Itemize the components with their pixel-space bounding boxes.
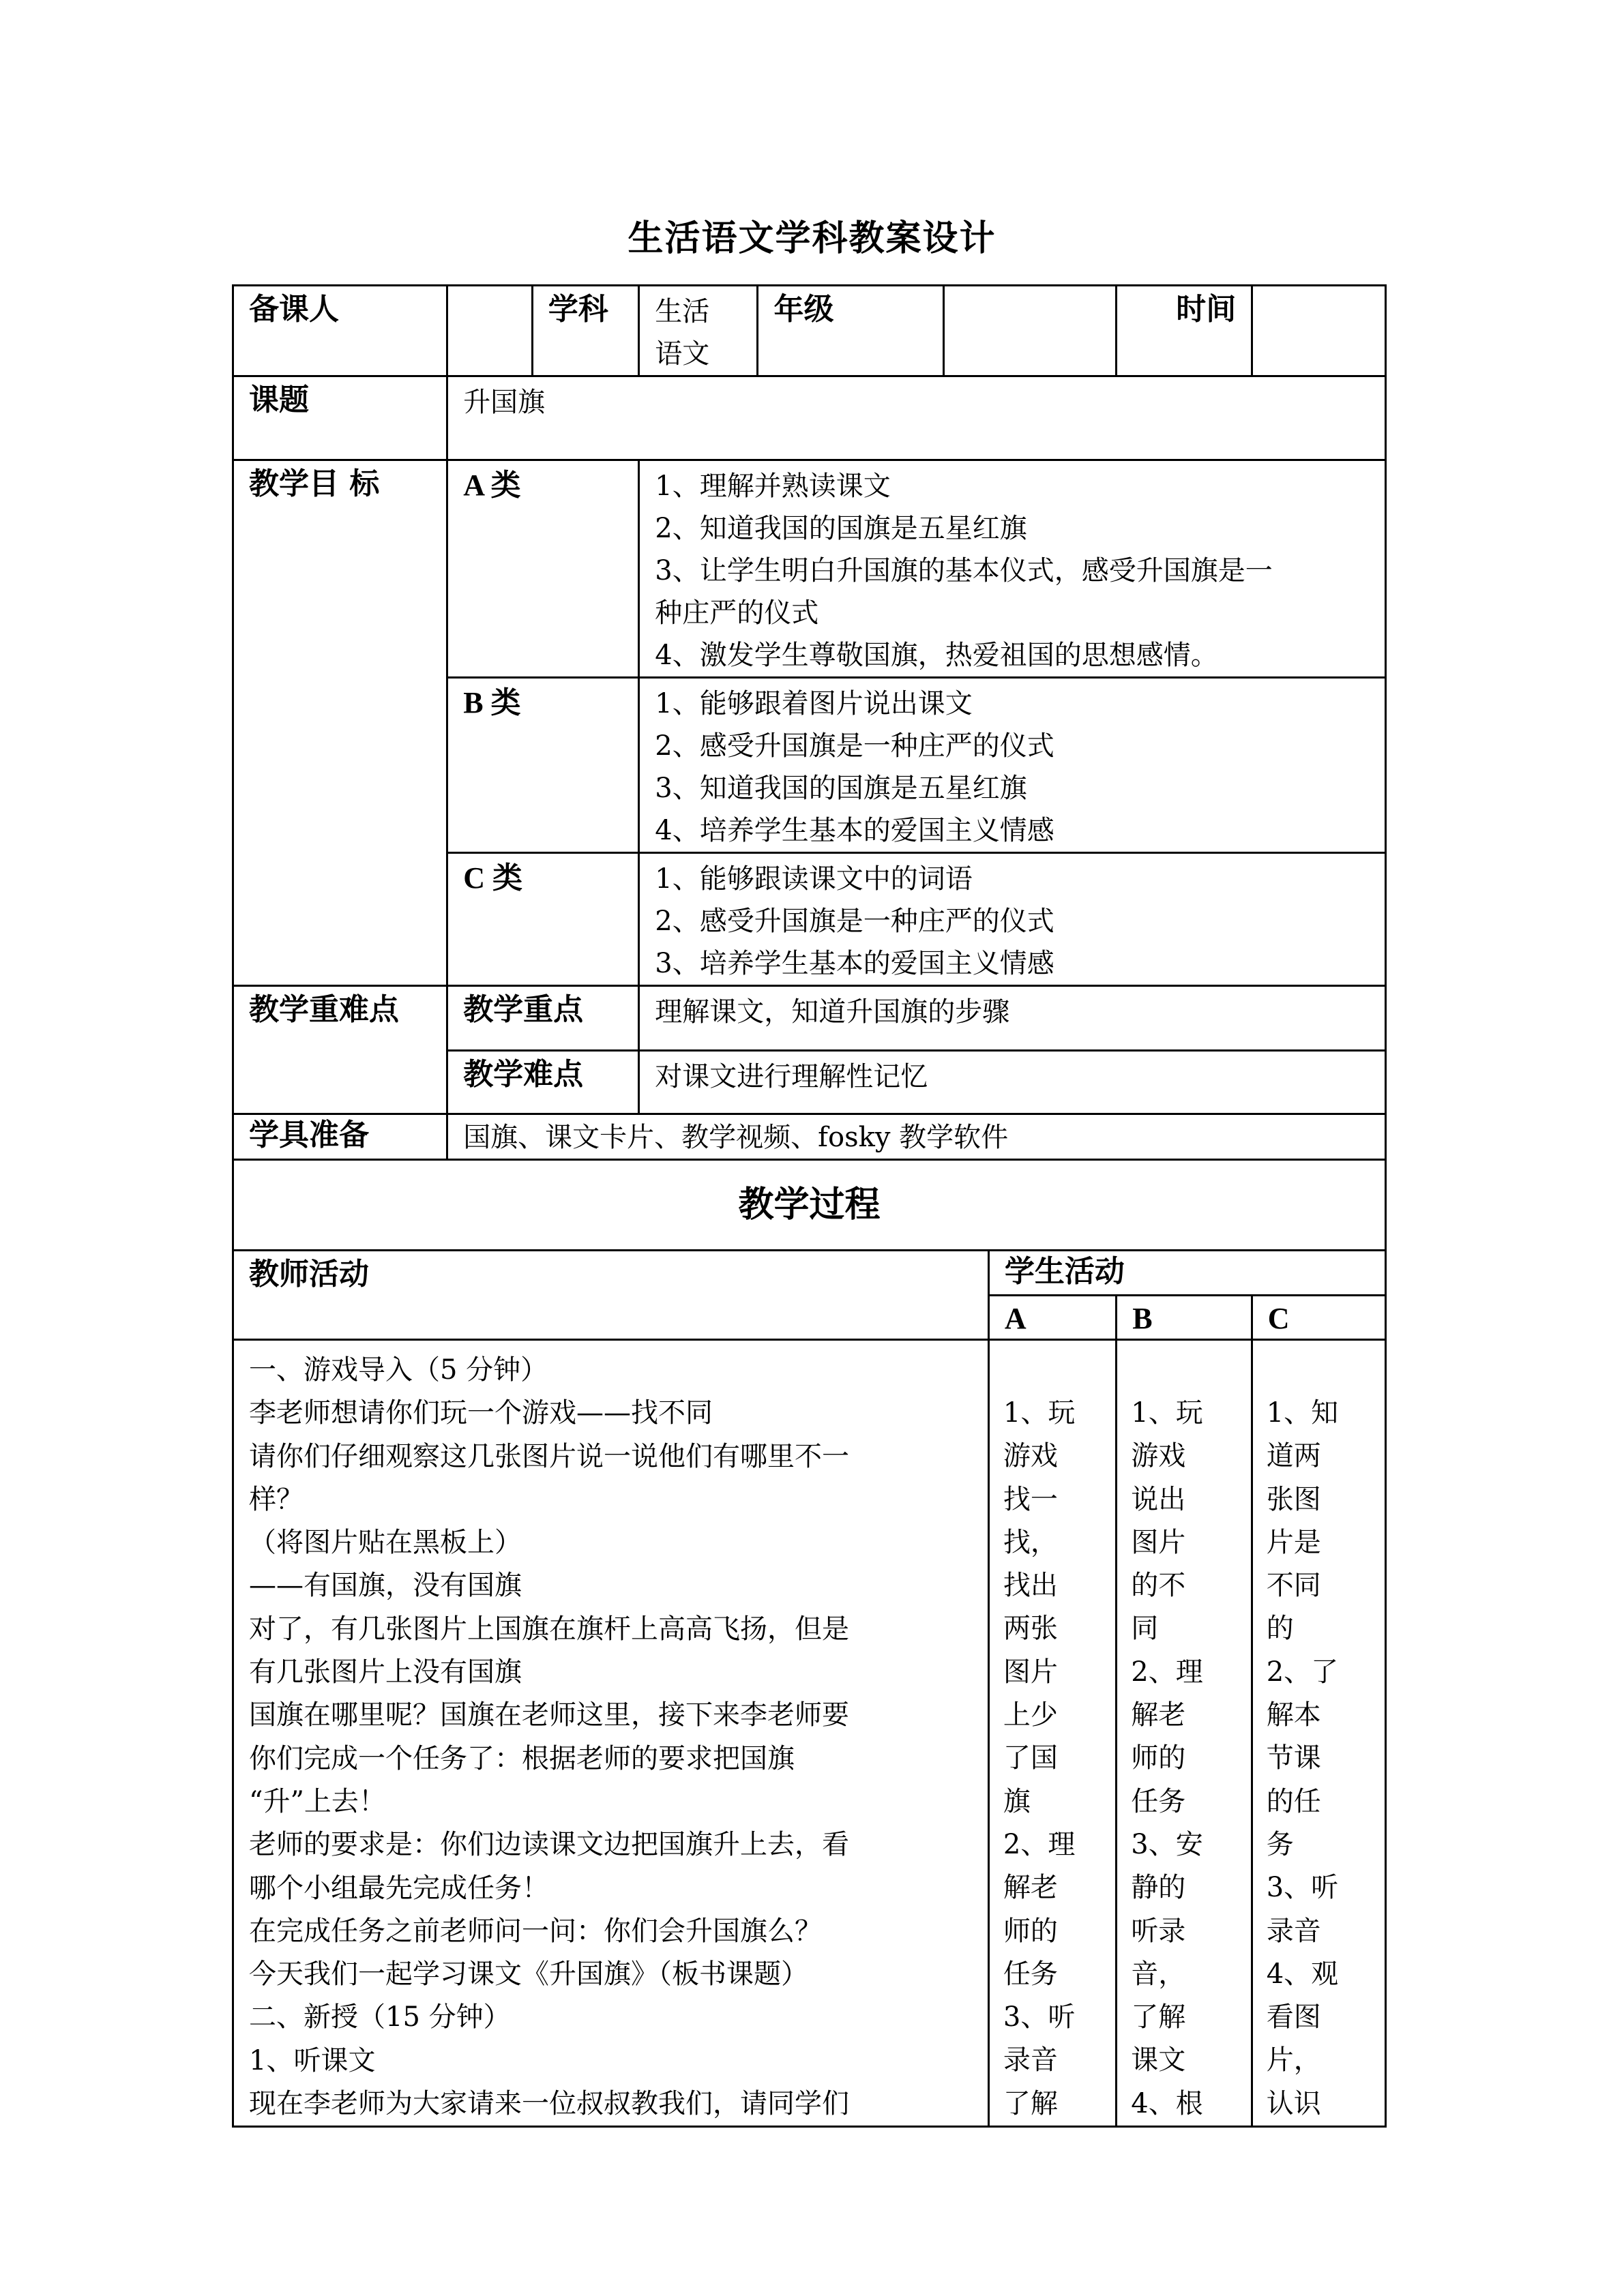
- teacher-line: 请你们仔细观察这几张图片说一说他们有哪里不一: [249, 1440, 849, 1472]
- grade-value: [943, 286, 1117, 376]
- student-line: 务: [1266, 1828, 1294, 1860]
- subject-label: 学科: [532, 286, 639, 376]
- teacher-line: 对了，有几张图片上国旗在旗杆上高高飞扬，但是: [249, 1613, 849, 1645]
- student-line: 3、听: [1266, 1872, 1339, 1904]
- student-line: 1、知: [1266, 1397, 1339, 1429]
- topic-value: 升国旗: [447, 376, 1386, 460]
- student-line: 游戏: [1003, 1440, 1058, 1472]
- student-line: 旗: [1003, 1785, 1031, 1817]
- student-line: 片是: [1266, 1526, 1321, 1558]
- grade-label: 年级: [758, 286, 943, 376]
- student-line: 4、根: [1131, 2087, 1203, 2119]
- teacher-line: 你们完成一个任务了：根据老师的要求把国旗: [249, 1742, 795, 1774]
- student-line: 音，: [1131, 1958, 1186, 1990]
- student-line: 3、听: [1003, 2001, 1076, 2033]
- subject-value: [639, 286, 758, 376]
- student-line: 图片: [1003, 1656, 1058, 1688]
- key-points-label: 教学重难点: [233, 986, 447, 1114]
- teacher-line: （将图片贴在黑板上）: [249, 1527, 522, 1559]
- student-line: 2、理: [1003, 1828, 1076, 1860]
- teacher-line: 在完成任务之前老师问一问：你们会升国旗么？: [249, 1915, 822, 1947]
- student-c-content: [1252, 1340, 1385, 2127]
- teacher-line: 有几张图片上没有国旗: [249, 1656, 522, 1688]
- student-activities-label: 学生活动: [988, 1251, 1385, 1296]
- student-line: 了解: [1131, 2001, 1186, 2033]
- teacher-line: 现在李老师为大家请来一位叔叔教我们，请同学们: [249, 2088, 849, 2120]
- student-b-content: [1117, 1340, 1252, 2127]
- focus-row: [233, 986, 1386, 1051]
- objectives-label: 教学目 标: [233, 460, 447, 986]
- objective-line: 1、能够跟读课文中的词语: [655, 863, 973, 895]
- objective-line: 3、让学生明白升国旗的基本仪式，感受升国旗是一: [655, 555, 1273, 586]
- teacher-line: 国旗在哪里呢？国旗在老师这里，接下来李老师要: [249, 1699, 849, 1731]
- objective-group-lines: [639, 460, 1386, 678]
- student-line: 游戏: [1131, 1440, 1186, 1472]
- student-line: 解老: [1003, 1872, 1058, 1904]
- teacher-line: 一、游戏导入（5 分钟）: [249, 1354, 548, 1386]
- student-line: 节课: [1266, 1742, 1321, 1774]
- student-line: 看图: [1266, 2001, 1321, 2033]
- student-line: 静的: [1131, 1872, 1186, 1904]
- time-value: [1252, 286, 1385, 376]
- teacher-line: 老师的要求是：你们边读课文边把国旗升上去，看: [249, 1829, 849, 1861]
- materials-label: 学具准备: [233, 1114, 447, 1160]
- student-line: 了国: [1003, 1742, 1058, 1774]
- materials-row: [233, 1114, 1386, 1160]
- student-line: 道两: [1266, 1440, 1321, 1472]
- student-line: 张图: [1266, 1483, 1321, 1515]
- student-line: 不同: [1266, 1570, 1321, 1602]
- student-line: 的任: [1266, 1785, 1321, 1817]
- student-column-c: C: [1252, 1296, 1385, 1340]
- student-line: 4、观: [1266, 1958, 1339, 1990]
- student-line: 找，: [1003, 1526, 1058, 1558]
- subject-value-line: 生活: [655, 296, 710, 327]
- objective-line: 1、能够跟着图片说出课文: [655, 688, 973, 719]
- objective-group-name: A 类: [447, 460, 639, 678]
- student-line: 找一: [1003, 1483, 1058, 1515]
- preparer-label: 备课人: [233, 286, 447, 376]
- process-title: 教学过程: [233, 1160, 1386, 1251]
- difficulty-label: 教学难点: [447, 1051, 639, 1114]
- teacher-line: 李老师想请你们玩一个游戏——找不同: [249, 1397, 713, 1429]
- objective-line: 2、感受升国旗是一种庄严的仪式: [655, 730, 1054, 762]
- process-title-row: [233, 1160, 1386, 1251]
- materials-value: 国旗、课文卡片、教学视频、fosky 教学软件: [447, 1114, 1386, 1160]
- student-column-a: A: [988, 1296, 1116, 1340]
- student-line: 片，: [1266, 2044, 1321, 2076]
- teacher-line: 样？: [249, 1483, 304, 1515]
- objective-line: 3、培养学生基本的爱国主义情感: [655, 948, 1054, 979]
- student-line: 解本: [1266, 1699, 1321, 1731]
- student-line: 3、安: [1131, 1828, 1203, 1860]
- student-line: 了解: [1003, 2087, 1058, 2119]
- student-line: 图片: [1131, 1526, 1186, 1558]
- lesson-plan-table: [232, 284, 1387, 2128]
- objective-group-lines: [639, 853, 1386, 986]
- objectives-a-row: [233, 460, 1386, 678]
- objective-line: 3、知道我国的国旗是五星红旗: [655, 773, 1027, 804]
- teacher-line: 二、新授（15 分钟）: [249, 2001, 511, 2033]
- student-line: 找出: [1003, 1570, 1058, 1602]
- student-line: 两张: [1003, 1613, 1058, 1645]
- subject-value-line: 语文: [655, 338, 710, 370]
- objective-line: 2、知道我国的国旗是五星红旗: [655, 513, 1027, 544]
- student-line: 录音: [1003, 2044, 1058, 2076]
- preparer-value: [447, 286, 533, 376]
- objective-line: 4、培养学生基本的爱国主义情感: [655, 815, 1054, 846]
- student-line: 的不: [1131, 1570, 1186, 1602]
- page-title: 生活语文学科教案设计: [628, 218, 996, 259]
- objective-line: 2、感受升国旗是一种庄严的仪式: [655, 906, 1054, 937]
- difficulty-value: 对课文进行理解性记忆: [639, 1051, 1386, 1114]
- student-line: 2、了: [1266, 1656, 1339, 1688]
- student-line: 任务: [1003, 1958, 1058, 1990]
- objective-group-lines: [639, 678, 1386, 853]
- teacher-line: “升”上去！: [249, 1785, 386, 1817]
- topic-row: [233, 376, 1386, 460]
- student-line: 2、理: [1131, 1656, 1203, 1688]
- teacher-activities-label: 教师活动: [233, 1251, 989, 1340]
- objective-group-name: B 类: [447, 678, 639, 853]
- student-line: 的: [1266, 1613, 1294, 1645]
- student-line: 上少: [1003, 1699, 1058, 1731]
- teacher-line: 哪个小组最先完成任务！: [249, 1872, 549, 1904]
- teacher-line: 1、听课文: [249, 2044, 376, 2076]
- objective-line: 1、理解并熟读课文: [655, 471, 891, 502]
- objective-line: 4、激发学生尊敬国旗，热爱祖国的思想感情。: [655, 640, 1218, 671]
- student-line: 同: [1131, 1613, 1159, 1645]
- objective-line: 种庄严的仪式: [655, 597, 819, 629]
- topic-label: 课题: [233, 376, 447, 460]
- process-body-row: [233, 1340, 1386, 2127]
- focus-label: 教学重点: [447, 986, 639, 1051]
- student-column-b: B: [1117, 1296, 1252, 1340]
- student-line: 课文: [1131, 2044, 1186, 2076]
- header-row: [233, 286, 1386, 376]
- student-line: 师的: [1003, 1915, 1058, 1947]
- student-line: 认识: [1266, 2087, 1321, 2119]
- teacher-line: ——有国旗，没有国旗: [249, 1570, 522, 1602]
- teacher-activities-content: [233, 1340, 989, 2127]
- student-line: 1、玩: [1003, 1397, 1076, 1429]
- focus-value: 理解课文，知道升国旗的步骤: [639, 986, 1386, 1051]
- student-line: 听录: [1131, 1915, 1186, 1947]
- objective-group-name: C 类: [447, 853, 639, 986]
- activities-header-row: [233, 1251, 1386, 1296]
- student-a-content: [988, 1340, 1116, 2127]
- teacher-line: 今天我们一起学习课文《升国旗》（板书课题）: [249, 1958, 808, 1991]
- time-label: 时间: [1117, 286, 1252, 376]
- student-line: 解老: [1131, 1699, 1186, 1731]
- student-line: 录音: [1266, 1915, 1321, 1947]
- student-line: 1、玩: [1131, 1397, 1203, 1429]
- student-line: 师的: [1131, 1742, 1186, 1774]
- student-line: 任务: [1131, 1785, 1186, 1817]
- student-line: 说出: [1131, 1483, 1186, 1515]
